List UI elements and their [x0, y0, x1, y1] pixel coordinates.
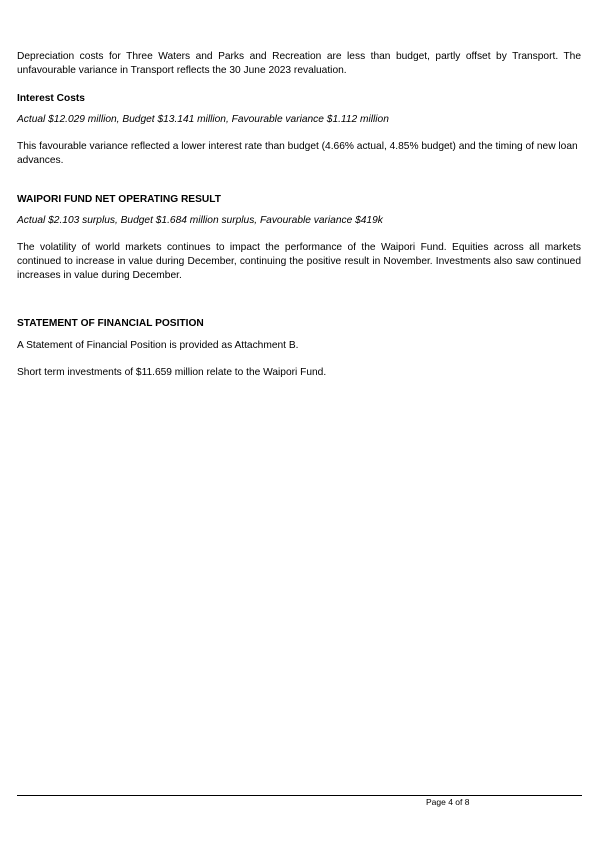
waipori-fund-heading: WAIPORI FUND NET OPERATING RESULT: [17, 194, 221, 205]
footer-divider: [17, 795, 582, 796]
short-term-investments-text: Short term investments of $11.659 million relate to the Waipori Fund.: [17, 367, 327, 378]
page-number: Page 4 of 8: [426, 797, 470, 807]
waipori-fund-paragraph: The volatility of world markets continues to impact the performance of the Waipori Fund. Equities across all markets continued to increase in value during December, continuing the positive result in November. Investments also saw continued increases in value during December.: [17, 242, 581, 281]
interest-costs-summary: Actual $12.029 million, Budget $13.141 million, Favourable variance $1.112 million: [17, 114, 389, 125]
interest-costs-heading: Interest Costs: [17, 93, 85, 104]
depreciation-paragraph: Depreciation costs for Three Waters and Parks and Recreation are less than budget, partly offset by Transport. The unfavourable variance in Transport reflects the 30 June 2023 revaluation.: [17, 51, 581, 76]
financial-position-attachment-text: A Statement of Financial Position is provided as Attachment B.: [17, 340, 299, 351]
waipori-fund-summary: Actual $2.103 surplus, Budget $1.684 million surplus, Favourable variance $419k: [17, 215, 383, 226]
financial-position-heading: STATEMENT OF FINANCIAL POSITION: [17, 318, 204, 329]
interest-costs-paragraph: This favourable variance reflected a lower interest rate than budget (4.66% actual, 4.85% budget) and the timing of new loan advances.: [17, 141, 578, 166]
